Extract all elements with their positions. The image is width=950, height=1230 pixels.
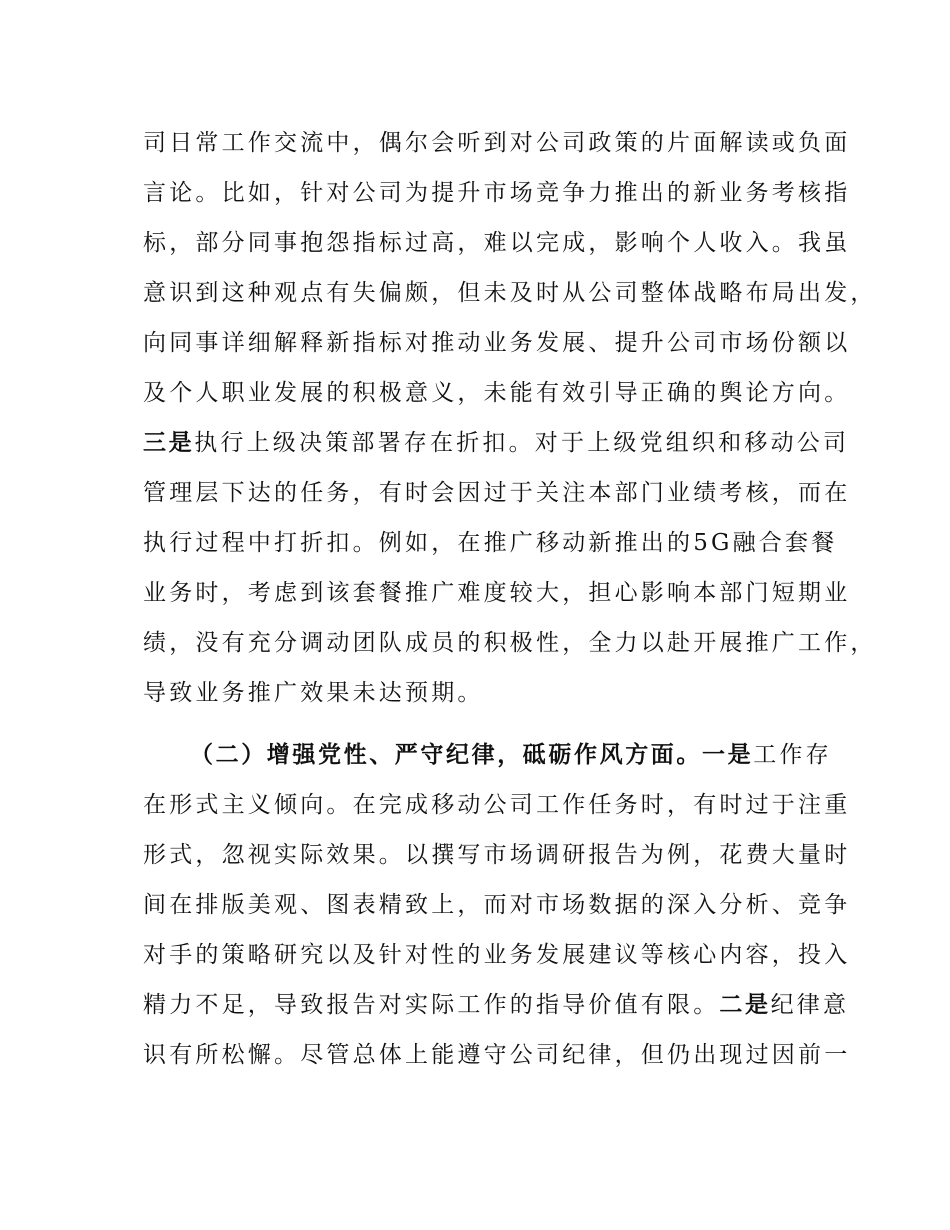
section-heading: （二）增强党性、严守纪律，砥砺作风方面。一是 bbox=[190, 742, 754, 768]
section-heading-line bbox=[190, 740, 890, 770]
line-text: 导致业务推广效果未达预期。 bbox=[143, 680, 484, 706]
line-text: 精力不足，导致报告对实际工作的指导价值有限。 bbox=[143, 992, 720, 1018]
paragraph-line bbox=[143, 578, 851, 608]
paragraph-line bbox=[143, 840, 851, 870]
paragraph-line bbox=[143, 628, 877, 658]
bold-lead: 三是 bbox=[143, 430, 195, 456]
paragraph-line bbox=[143, 890, 851, 920]
paragraph-line bbox=[143, 790, 851, 820]
bold-lead: 二是 bbox=[719, 992, 771, 1018]
line-text: 管理层下达的任务，有时会因过于关注本部门业绩考核，而在 bbox=[143, 480, 851, 506]
line-text: 间在排版美观、图表精致上，而对市场数据的深入分析、竞争 bbox=[143, 892, 851, 918]
paragraph-line bbox=[143, 328, 851, 358]
paragraph-line bbox=[143, 128, 851, 158]
paragraph-line bbox=[143, 178, 851, 208]
paragraph-line bbox=[143, 428, 850, 458]
line-text: 意识到这种观点有失偏颇，但未及时从公司整体战略布局出发， bbox=[143, 280, 877, 306]
paragraph-line bbox=[143, 278, 877, 308]
line-text: 纪律意 bbox=[770, 992, 850, 1018]
line-text: 执行过程中打折扣。例如，在推广移动新推出的5G融合套餐 bbox=[143, 530, 838, 556]
line-text: 业务时，考虑到该套餐推广难度较大，担心影响本部门短期业 bbox=[143, 580, 851, 606]
line-text: 识有所松懈。尽管总体上能遵守公司纪律，但仍出现过因前一 bbox=[143, 1042, 851, 1068]
paragraph-line bbox=[143, 228, 851, 258]
line-text: 标，部分同事抱怨指标过高，难以完成，影响个人收入。我虽 bbox=[143, 230, 851, 256]
paragraph-line bbox=[143, 378, 851, 408]
line-text: 司日常工作交流中，偶尔会听到对公司政策的片面解读或负面 bbox=[143, 130, 851, 156]
line-text: 工作存 bbox=[753, 742, 832, 768]
line-text: 形式，忽视实际效果。以撰写市场调研报告为例，花费大量时 bbox=[143, 842, 851, 868]
paragraph-line bbox=[143, 1040, 851, 1070]
paragraph-line bbox=[143, 940, 851, 970]
line-text: 执行上级决策部署存在折扣。对于上级党组织和移动公司 bbox=[194, 430, 850, 456]
line-text: 及个人职业发展的积极意义，未能有效引导正确的舆论方向。 bbox=[143, 380, 851, 406]
paragraph-line bbox=[143, 678, 843, 708]
paragraph-line bbox=[143, 528, 843, 558]
paragraph-line bbox=[143, 990, 850, 1020]
paragraph-line bbox=[143, 478, 851, 508]
line-text: 在形式主义倾向。在完成移动公司工作任务时，有时过于注重 bbox=[143, 792, 851, 818]
line-text: 对手的策略研究以及针对性的业务发展建议等核心内容，投入 bbox=[143, 942, 851, 968]
line-text: 言论。比如，针对公司为提升市场竞争力推出的新业务考核指 bbox=[143, 180, 851, 206]
line-text: 绩，没有充分调动团队成员的积极性，全力以赴开展推广工作， bbox=[143, 630, 877, 656]
line-text: 向同事详细解释新指标对推动业务发展、提升公司市场份额以 bbox=[143, 330, 851, 356]
